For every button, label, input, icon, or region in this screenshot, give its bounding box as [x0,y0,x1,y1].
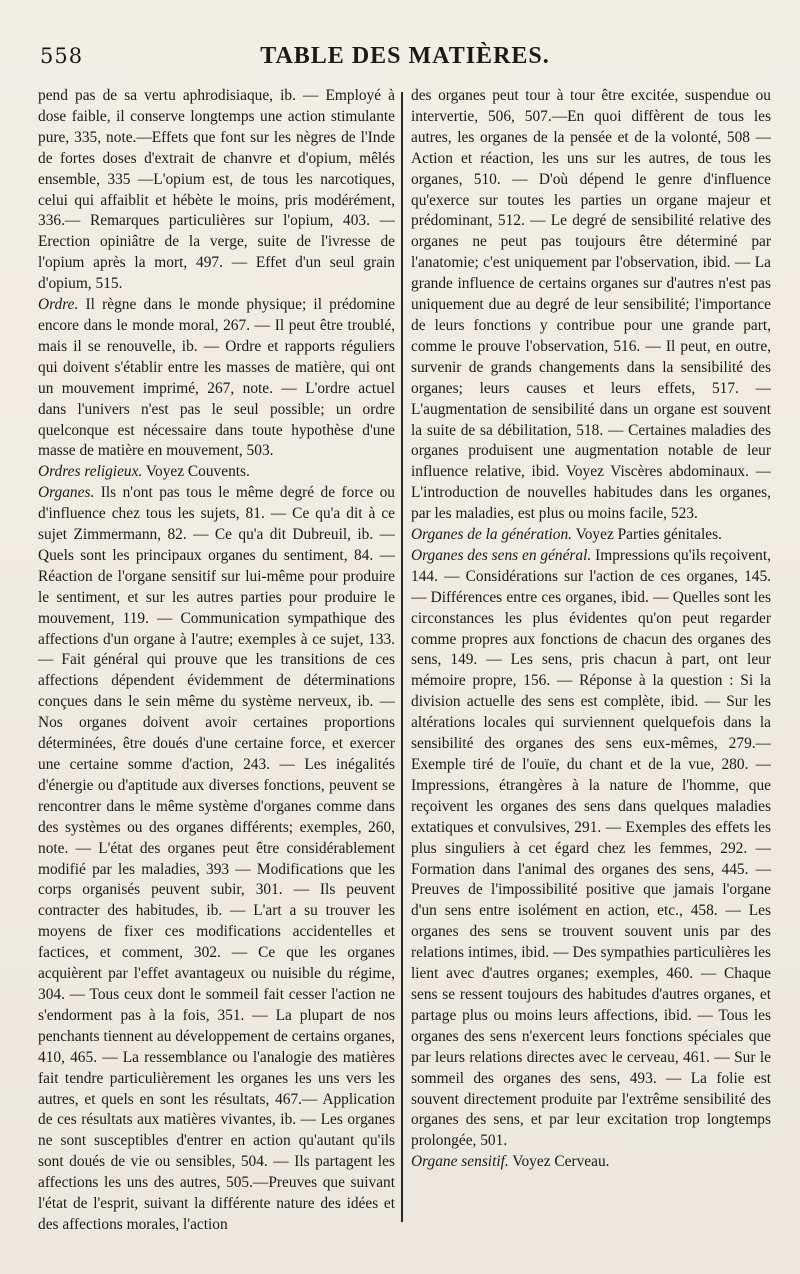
index-entry [38,86,395,295]
entry-text: Impressions qu'ils reçoivent, 144. — Considérations sur l'action de ces organes, 145. — Différences entre ces organes, ibid. — Quelles sont les circonstances les plus évidentes qu'on peut regarder comme propres aux fonctions de chacun des organes des sens, 149. — Les sens, pris chacun à part, ont leur mémoire propre, 156. — Réponse à la question : Si la division actuelle des sens est complète, ibid. — Sur les altérations locales qui surviennent quelquefois dans la sensibilité des organes des sens eux-mêmes, 279.—Exemple tiré de l'ouïe, du chant et de la vue, 280. — Impressions, étrangères à la nature de l'homme, que reçoivent les organes des sens dans quelques maladies extatiques et convulsives, 291. — Exemples des effets les plus singuliers à cet égard chez les femmes, 292. — Formation dans l'animal des organes des sens, 445. — Preuves de l'impossibilité positive que jamais l'organe d'un sens entre isolément en action, etc., 458. — Les organes des sens se trouvent souvent unis par des relations intimes, ibid. — Des sympathies particulières les lient avec d'autres organes; exemples, 460. — Chaque sens se ressent toujours des habitudes d'autres organes, et partage plus ou moins leurs affections, ibid. — Tous les organes des sens n'exercent leurs fonctions spéciales que par leurs relations directes avec le cerveau, 461. — Sur le sommeil des organes des sens, 493. — La folie est souvent directement produite par l'extrême sensibilité des organes des sens, et par leur excitation trop longtemps prolongée, 501. [411,546,771,1150]
index-entry [411,525,771,546]
entry-text: Voyez Couvents. [145,463,250,481]
entry-text: des organes peut tour à tour être excitée, suspendue ou intervertie, 506, 507.—En quoi diffèrent de tous les autres, les organes de la pensée et de la volonté, 508 — Action et réaction, les uns sur les autres, de tous les organes, 510. — D'où dépend le genre d'influence qu'exerce sur toutes les parties un organe majeur et prédominant, 512. — Le degré de sensibilité relative des organes ne peut pas toujours être déterminé par l'anatomie; c'est uniquement par l'observation, ibid. — La grande influence de certains organes sur d'autres n'est pas uniquement due au degré de leur sensibilité; l'importance de leurs fonctions y contribue pour une grande part, comme le prouve l'observation, 516. — Il peut, en outre, survenir de grands changements dans la sensibilité des organes; leurs causes et leurs effets, 517. — L'augmentation de sensibilité dans un organe est souvent la suite de sa débilitation, 518. — Certaines maladies des organes produisent une augmentation notable de leur influence relative, ibid. Voyez Viscères abdominaux. — L'introduction de nouvelles habitudes dans les organes, par les maladies, est plus ou moins facile, 523. [411,87,771,523]
index-entry [38,462,395,483]
entry-head: Organes de la génération. [411,526,573,544]
entry-head: Organes des sens en général. [411,546,592,564]
entry-head: Organes. [38,484,95,502]
entry-text: Il règne dans le monde physique; il prédomine encore dans le monde moral, 267. — Il peut être troublé, mais il se renouvelle, ib. — Ordre et rapports réguliers qui doivent s'établir entre les masses de matière, qui ont un mouvement imprimé, 267, note. — L'ordre actuel dans l'univers n'est pas le seul possible; un ordre quelconque est nécessaire dans toute hypothèse d'une masse de matière en mouvement, 503. [38,296,395,460]
page-title: TABLE DES MATIÈRES. [260,43,550,69]
index-entry [38,295,395,462]
column-divider [401,92,403,1222]
index-entry [411,1152,771,1173]
entry-text: pend pas de sa vertu aphrodisiaque, ib. — Employé à dose faible, il conserve longtemps une action stimulante pure, 335, note.—Effets que font sur les nègres de l'Inde de fortes doses d'extrait de chanvre et d'opium, mêlés ensemble, 335 —L'opium est, de tous les narcotiques, celui qui affaiblit et hébète le moins, pris modérément, 336.— Remarques particulières sur l'opium, 403. — Erection opiniâtre de la verge, suite de l'ivresse de l'opium après la mort, 497. — Effet d'un seul grain d'opium, 515. [38,87,395,293]
entry-text: Voyez Cerveau. [512,1153,610,1171]
index-entry [411,546,771,1152]
right-column [411,86,771,1231]
page-number: 558 [40,44,84,68]
entry-head: Organe sensitif. [411,1153,509,1171]
entry-text: Ils n'ont pas tous le même degré de force ou d'influence chez tous les sujets, 81. — Ce qu'a dit à ce sujet Zimmermann, 82. — Ce qu'a dit Dubreuil, ib. — Quels sont les principaux organes du sentiment, 84. — Réaction de l'organe sensitif sur lui-même pour produire le sentiment, et sur les autres parties pour produire le mouvement, 119. — Communication sympathique des affections d'un organe à l'autre; exemples à ce sujet, 133. — Fait général qui prouve que les transitions de ces affections dépendent évidemment de déterminations conçues dans le sein même du système nerveux, ib. — Nos organes doivent avoir certaines proportions déterminées, être doués d'une certaine force, et exercer une certaine somme d'action, 243. — Les inégalités d'énergie ou d'aptitude aux diverses fonctions, peuvent se rencontrer dans le même système d'organes comme dans des systèmes ou des organes différents; exemples, 260, note. — L'état des organes peut être considérablement modifié par les maladies, 393 — Modifications que les corps organisés peuvent subir, 301. — Ils peuvent contracter des habitudes, ib. — L'art a su trouver les moyens de fixer ces modifications accidentelles et factices, et comment, 302. — Ce que les organes acquièrent par l'effet avantageux ou nuisible du régime, 304. — Tous ceux dont le sommeil fait cesser l'action ne s'endorment pas à la fois, 351. — La plupart de nos penchants tiennent au développement de certains organes, 410, 465. — La ressemblance ou l'analogie des matières fait tendre particulièrement les organes les uns vers les autres, et quels en sont les résultats, 467.— Application de ces résultats aux matières vivantes, ib. — Les organes ne sont susceptibles d'entrer en action qu'autant qu'ils sont doués de vie ou sensibles, 504. — Ils partagent les affections les uns des autres, 505.—Preuves que suivant l'état de l'esprit, suivant la différente nature des idées et des affections morales, l'action [38,484,395,1231]
entry-head: Ordres religieux. [38,463,143,481]
index-entry [411,86,771,525]
entry-head: Ordre. [38,296,79,314]
index-entry [38,483,395,1231]
entry-text: Voyez Parties génitales. [575,526,722,544]
left-column [38,86,395,1231]
page-header [40,40,770,80]
